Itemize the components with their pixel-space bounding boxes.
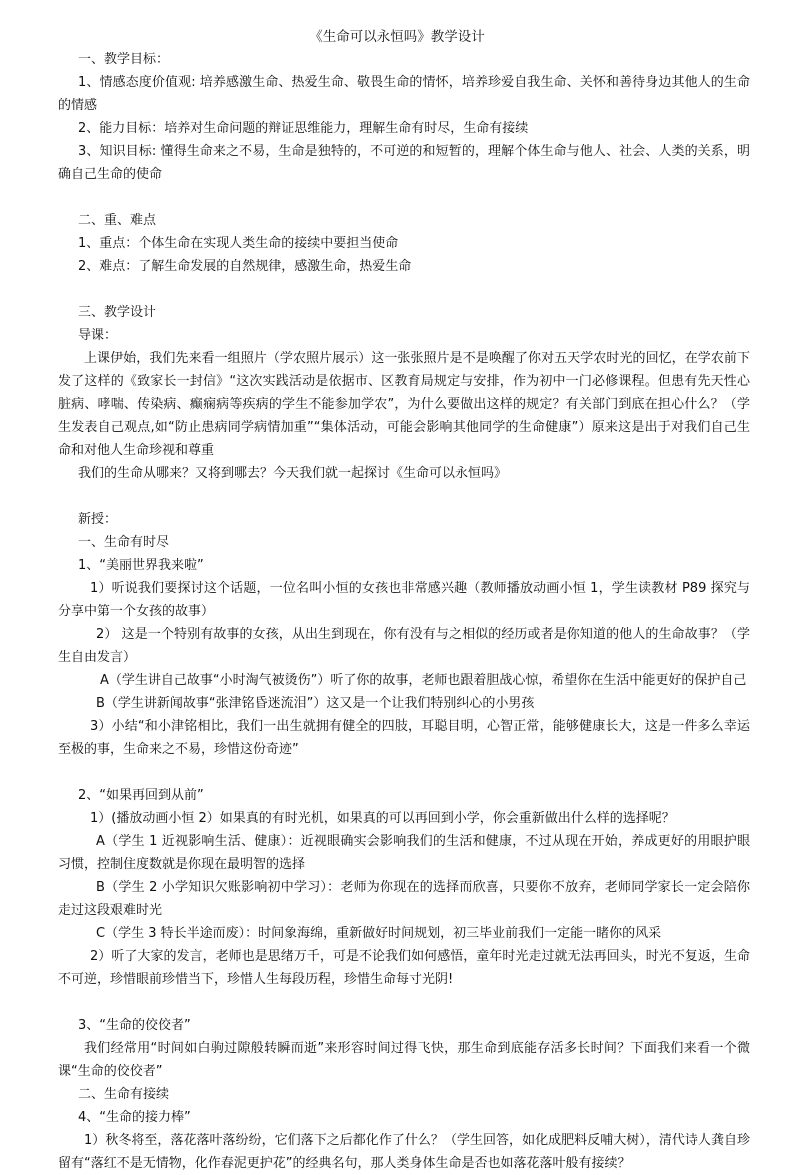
section2-paragraph-2: 2）听了大家的发言，老师也是思绪万千，可是不论我们如何感悟，童年时光走过就无法再回头，时光不复返，生命不可逆，珍惜眼前珍惜当下，珍惜人生每段历程，珍惜生命每寸光阴! bbox=[58, 949, 750, 987]
section2-heading: 2、“如果再回到从前” bbox=[78, 788, 204, 803]
goal-3: 3、知识目标: 懂得生命来之不易，生命是独特的，不可逆的和短暂的，理解个体生命与他人、社会、人类的关系，明确自己生命的使命 bbox=[58, 144, 750, 182]
document-body bbox=[58, 48, 750, 1175]
section4-heading: 4、“生命的接力棒” bbox=[78, 1110, 191, 1125]
document-title: 《生命可以永恒吗》教学设计 bbox=[309, 29, 485, 45]
design-heading: 三、教学设计 bbox=[78, 305, 157, 320]
goal-2: 2、能力目标：培养对生命问题的辩证思维能力，理解生命有时尽，生命有接续 bbox=[78, 121, 529, 136]
key-point-1: 1、重点：个体生命在实现人类生命的接续中要担当使命 bbox=[78, 236, 399, 251]
goal-1: 1、情感态度价值观: 培养感激生命、热爱生命、敬畏生命的情怀，培养珍爱自我生命、关怀和善待身边其他人的生命的情感 bbox=[58, 75, 750, 113]
section1-paragraph-1: 1）听说我们要探讨这个话题，一位名叫小恒的女孩也非常感兴趣（教师播放动画小恒 1，学生读教材 P89 探究与分享中第一个女孩的故事） bbox=[58, 581, 750, 619]
section3-paragraph-1: 我们经常用“时间如白驹过隙般转瞬而逝”来形容时间过得飞快，那生命到底能存活多长时间？下面我们来看一个微课“生命的佼佼者” bbox=[58, 1041, 750, 1079]
section1-paragraph-3: 3）小结“和小津铭相比，我们一出生就拥有健全的四肢，耳聪目明，心智正常，能够健康长大，这是一件多么幸运至极的事，生命来之不易，珍惜这份奇迹” bbox=[58, 719, 750, 757]
spacer bbox=[58, 278, 750, 301]
section3-heading: 3、“生命的佼佼者” bbox=[78, 1018, 191, 1033]
spacer bbox=[58, 761, 750, 784]
section1-paragraph-2: 2） 这是一个特别有故事的女孩，从出生到现在，你有没有与之相似的经历或者是你知道的他人的生命故事？（学生自由发言） bbox=[58, 627, 750, 665]
part1-heading: 一、生命有时尽 bbox=[78, 535, 170, 550]
goals-heading: 一、教学目标： bbox=[78, 52, 170, 67]
section2-paragraph-1: 1）(播放动画小恒 2）如果真的有时光机，如果真的可以再回到小学，你会重新做出什么样的选择呢？ bbox=[90, 811, 675, 826]
spacer bbox=[58, 186, 750, 209]
intro-label: 导课： bbox=[78, 328, 118, 343]
part2-heading: 二、生命有接续 bbox=[78, 1087, 170, 1102]
key-heading: 二、重、难点 bbox=[78, 213, 157, 228]
spacer bbox=[58, 991, 750, 1014]
section4-paragraph-1: 1）秋冬将至，落花落叶落纷纷，它们落下之后都化作了什么？（学生回答，如化成肥料反哺大树），清代诗人龚自珍留有“落红不是无情物，化作春泥更护花”的经典名句，那人类身体生命是否也如落花落叶般有接续？ bbox=[58, 1133, 750, 1171]
new-lesson-label: 新授： bbox=[78, 512, 118, 527]
intro-paragraph-1: 上课伊始，我们先来看一组照片（学农照片展示）这一张张照片是不是唤醒了你对五天学农时光的回忆，在学农前下发了这样的《致家长一封信》“这次实践活动是依据市、区教育局规定与安排，作为初中一门必修课程。但患有先天性心脏病、哮喘、传染病、癫痫病等疾病的学生不能参加学农”，为什么要做出这样的规定？有关部门到底在担心什么？（学生发表自己观点,如“防止患病同学病情加重”“集体活动，可能会影响其他同学的生命健康”）原来这是出于对我们自己生命和对他人生命珍视和尊重 bbox=[58, 351, 750, 458]
section1-heading: 1、“美丽世界我来啦” bbox=[78, 558, 204, 573]
section2-paragraph-b: B（学生 2 小学知识欠账影响初中学习）：老师为你现在的选择而欣喜，只要你不放弃，老师同学家长一定会陪你走过这段艰难时光 bbox=[58, 880, 750, 918]
key-point-2: 2、难点：了解生命发展的自然规律，感激生命，热爱生命 bbox=[78, 259, 412, 274]
section1-paragraph-b: B（学生讲新闻故事“张津铭昏迷流泪”）这又是一个让我们特别纠心的小男孩 bbox=[96, 696, 535, 711]
intro-paragraph-2: 我们的生命从哪来？又将到哪去？今天我们就一起探讨《生命可以永恒吗》 bbox=[78, 466, 508, 481]
section2-paragraph-a: A（学生 1 近视影响生活、健康）：近视眼确实会影响我们的生活和健康，不过从现在开始，养成更好的用眼护眼习惯，控制住度数就是你现在最明智的选择 bbox=[58, 834, 750, 872]
section2-paragraph-c: C（学生 3 特长半途而废）：时间象海绵，重新做好时间规划，初三毕业前我们一定能一睹你的风采 bbox=[96, 926, 662, 941]
section1-paragraph-a: A（学生讲自己故事“小时淘气被烫伤”）听了你的故事，老师也跟着胆战心惊，希望你在生活中能更好的保护自己 bbox=[100, 673, 747, 688]
spacer bbox=[58, 485, 750, 508]
